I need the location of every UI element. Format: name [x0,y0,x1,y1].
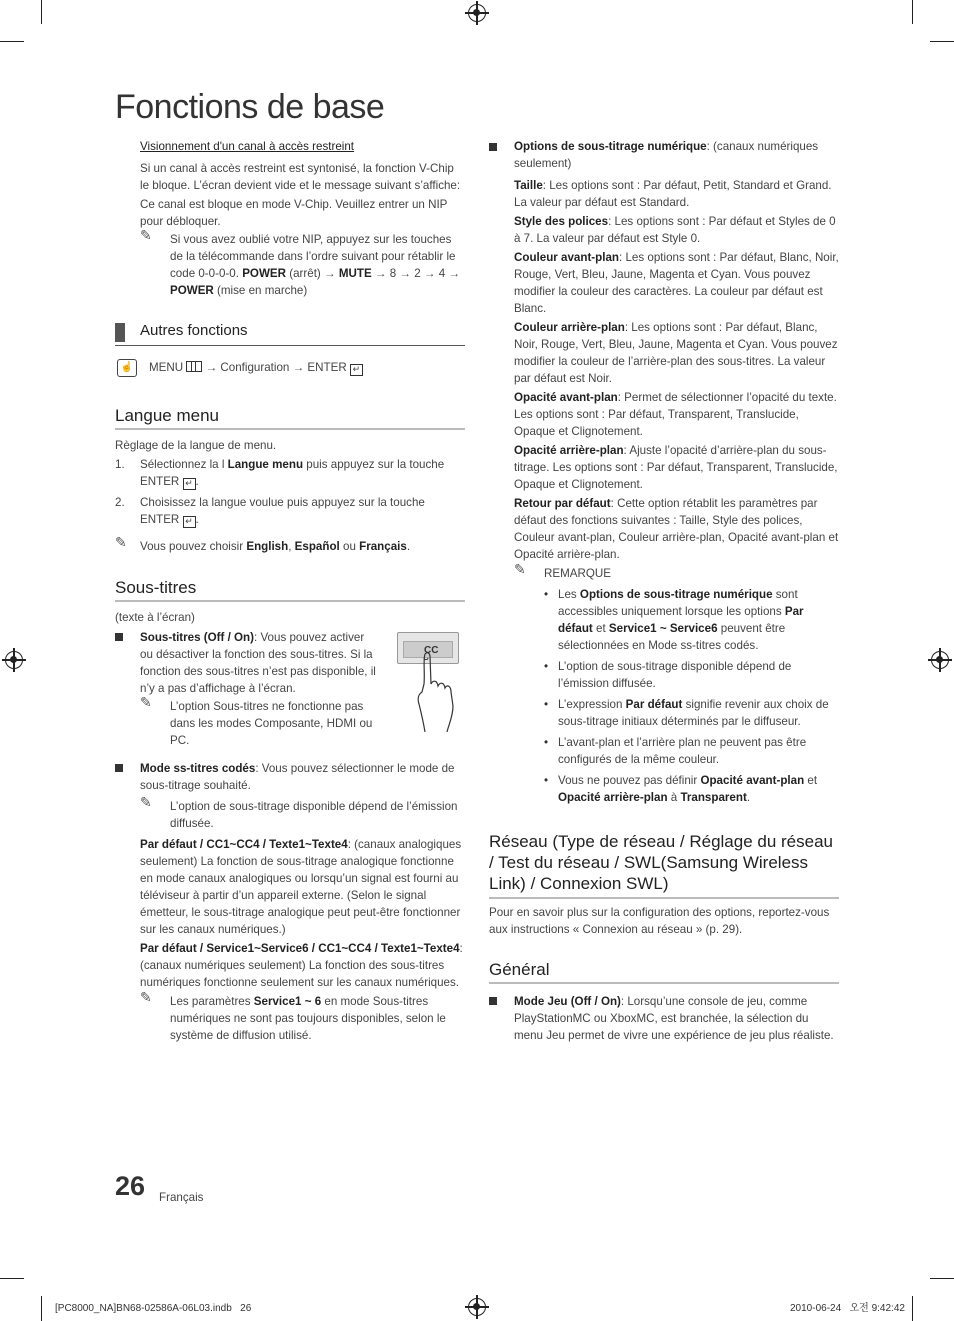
reseau-heading: Réseau (Type de réseau / Réglage du réseau / Test du réseau / SWL(Samsung Wireless Link) / Connexion SWL) [489,831,839,899]
enter-icon: ↵ [183,478,196,490]
page-title: Fonctions de base [115,88,385,126]
autres-fonctions-header [115,321,465,346]
page-number: 26 [115,1171,146,1201]
soustitres-onoff-item: Sous-titres (Off / On): Vous pouvez activer ou désactiver la fonction des sous-titres. Si la fonction des sous-titres n’est pas disponible, il n’y a pas d’affichage à l’écran. ✎ L’option Sous-titres ne fonctionne pas dans les modes Composante, HDMI ou PC. [115,629,380,749]
crop-mark [41,1296,42,1321]
registration-mark-icon [468,4,486,22]
crop-mark [930,41,954,42]
footer-date: 2010-06-24 오전 9:42:42 [790,1303,905,1314]
langue-intro: Règlage de la langue de menu. [115,439,277,452]
remarque-item-5: • Vous ne pouvez pas définir Opacité avant-plan et Opacité arrière-plan à Transparent. [544,774,818,804]
remarque-item-1: • Les Options de sous-titrage numérique sont accessibles uniquement lorsque les options Par défaut et Service1 ~ Service6 peuvent être sélectionnées en Mode ss-titres codés. [544,588,804,652]
general-heading: Général [489,960,839,984]
crop-mark [930,1278,954,1279]
cc-button: CC [397,632,459,664]
crop-mark [0,1278,24,1279]
remarque-item-2: • L’option de sous-titrage disponible dépend de l’émission diffusée. [544,660,792,690]
registration-mark-icon [5,651,23,669]
reseau-text: Pour en savoir plus sur la configuration des options, reportez-vous aux instructions « Connexion au réseau » (p. 29). [489,906,830,936]
service-note: ✎ Les paramètres Service1 ~ 6 en mode Sous-titres numériques ne sont pas toujours disponibles, selon le système de diffusion utilisé. [140,989,446,1042]
langue-note: ✎ Vous pouvez choisir English, Español ou Français. [115,534,411,553]
enter-icon: ↵ [183,516,196,528]
soustitres-note: ✎ L’option Sous-titres ne fonctionne pas dans les modes Composante, HDMI ou PC. [140,694,373,747]
bullet-dot: • [544,588,549,601]
def-digital: Par défaut / Service1~Service6 / CC1~CC4 / Texte1~Texte4: (canaux numériques seulement) La fonction des sous-titres numériques fonctionne seulement sur les canaux numériques. [140,942,463,989]
autres-fonctions-heading: Autres fonctions [140,322,248,339]
menu-path: ☝ MENU → Configuration → ENTER ↵ [115,358,465,378]
remote-hand-icon: ☝ [117,359,137,377]
cc-button-illustration [395,632,463,732]
crop-mark [912,0,913,24]
pointing-hand-icon [395,632,463,732]
remarque-block: ✎ REMARQUE • Les Options de sous-titrage numérique sont accessibles uniquement lorsque les options Par défaut et Service1 ~ Service6 peuvent être sélectionnées en Mode ss-titres codés. • L’option de sous-titrage disponible dépend de l’émission diffusée. • L’expression Par défaut signifie revenir aux choix de sous-titrage initiaux déterminés par le diffuseur. • L’avant-plan et l’arrière plan ne peuvent pas être configurés de la même couleur. • Vous ne pouvez pas définir Opacité avant-plan et Opacité arrière-plan à Transparent. [514,565,839,806]
enter-icon: ↵ [350,364,363,376]
sous-titres-subtitle: (texte à l’écran) [115,611,195,624]
pencil-note-icon: ✎ [140,227,152,243]
pencil-note-icon: ✎ [115,534,127,550]
section-bar [115,323,125,342]
bullet-square [489,997,497,1005]
restricted-heading: Visionnement d'un canal à accès restreint [140,140,355,153]
footer-language: Français [159,1191,204,1204]
menu-icon [186,361,202,372]
pencil-note-icon: ✎ [140,694,152,710]
restricted-note: ✎ Si vous avez oublié votre NIP, appuyez sur les touches de la télécommande dans l’ordre suivant pour rétablir le code 0-0-0-0. POWER (arrêt) → MUTE → 8 → 2 → 4 → POWER (mise en marche) [140,227,460,297]
bullet-square [115,764,123,772]
mode-ss-titres-item: Mode ss-titres codés: Vous pouvez sélectionner le mode de sous-titrage souhaité. ✎ L’option de sous-titrage disponible dépend de l’émission diffusée. Par défaut / CC1~CC4 / Texte1~Texte4: (canaux analogiques seulement) La fonction de sous-titrage analogique fonctionne en mode canaux analogiques ou lorsqu’un signal est fourni au téléviseur à partir d’un appareil externe. (Selon le signal émetteur, le sous-titrage analogique peut peut-être fonctionner sur les canaux numériques.) Par défaut / Service1~Service6 / CC1~CC4 / Texte1~Texte4: (canaux numériques seulement) La fonction des sous-titres numériques fonctionne seulement sur les canaux numériques. ✎ Les paramètres Service1 ~ 6 en mode Sous-titres numériques ne sont pas toujours disponibles, selon le système de diffusion utilisé. [115,760,465,1044]
def-analog: Par défaut / CC1~CC4 / Texte1~Texte4: (canaux analogiques seulement) La fonction de sous-titrage analogique fonctionne en mode canaux analogiques ou lorsqu’un signal est fourni au téléviseur à partir d’un appareil externe. (Selon le signal émetteur, le sous-titrage analogique peut peut-être fonctionner sur les canaux numériques.) [140,838,462,936]
remarque-item-4: • L’avant-plan et l’arrière plan ne peuvent pas être configurés de la même couleur. [544,736,807,766]
restricted-p2: Ce canal est bloque en mode V-Chip. Veuillez entrer un NIP pour débloquer. [140,198,448,228]
langue-menu-heading: Langue menu [115,406,465,430]
sous-titres-heading: Sous-titres [115,578,465,602]
restricted-p1: Si un canal à accès restreint est syntonisé, la fonction V-Chip le bloque. L’écran devient vide et le message suivant s’affiche: [140,162,461,192]
registration-mark-icon [468,1298,486,1316]
crop-mark [41,0,42,24]
mode-jeu-item: Mode Jeu (Off / On): Lorsqu’une console de jeu, comme PlayStationMC ou XboxMC, est branchée, la sélection du menu Jeu permet de vivre une expérience de jeu plus réaliste. [489,993,839,1044]
crop-mark [0,41,24,42]
registration-mark-icon [931,651,949,669]
bullet-dot: • [544,774,549,787]
options-sous-titrage-item: Options de sous-titrage numérique: (canaux numériques seulement) Taille: Les options sont : Par défaut, Petit, Standard et Grand. La valeur par défaut est Standard. Style des polices: Les options sont : Par défaut et Styles de 0 à 7. La valeur par défaut est Style 0. Couleur avant-plan: Les options sont : Par défaut, Blanc, Noir, Rouge, Vert, Bleu, Jaune, Magenta et Cyan. Vous pouvez modifier la couleur des caractères. La couleur par défaut est Blanc. Couleur arrière-plan: Les options sont : Par défaut, Blanc, Noir, Rouge, Vert, Bleu, Jaune, Magenta et Cyan. Vous pouvez modifier la couleur de l’arrière-plan des sous-titres. La valeur par défaut est Noir. Opacité avant-plan: Permet de sélectionner l’opacité du texte. Les options sont : Par défaut, Transparent, Translucide, Opaque et Clignotement. Opacité arrière-plan: Ajuste l’opacité d’arrière-plan du sous-titrage. Les options sont : Par défaut, Transparent, Translucide, Opaque et Clignotement. Retour par défaut: Cette option rétablit les paramètres par défaut des fonctions suivantes : Taille, Style des polices, Couleur avant-plan, Couleur arrière-plan, Opacité avant-plan et Opacité arrière-plan. ✎ REMARQUE • Les Options de sous-titrage numérique sont accessibles uniquement lorsque les options Par défaut et Service1 ~ Service6 peuvent être sélectionnées en Mode ss-titres codés. • L’option de sous-titrage disponible dépend de l’émission diffusée. • L’expression Par défaut signifie revenir aux choix de sous-titrage initiaux déterminés par le diffuseur. • L’avant-plan et l’arrière plan ne peuvent pas être configurés de la même couleur. • Vous ne pouvez pas définir Opacité avant-plan et Opacité arrière-plan à Transparent. [489,138,839,806]
pencil-note-icon: ✎ [140,794,152,810]
crop-mark [912,1296,913,1321]
bullet-dot: • [544,698,549,711]
bullet-dot: • [544,736,549,749]
langue-step-2: 2. Choisissez la langue voulue puis appuyez sur la touche ENTER ↵ . [115,496,425,526]
footer-file: [PC8000_NA]BN68-02586A-06L03.indb 26 [55,1303,252,1314]
langue-step-1: 1. Sélectionnez la l Langue menu puis appuyez sur la touche ENTER ↵ . [115,458,445,488]
remarque-item-3: • L’expression Par défaut signifie revenir aux choix de sous-titrage initiaux déterminés par le diffuseur. [544,698,829,728]
bullet-square [489,143,497,151]
pencil-note-icon: ✎ [514,561,526,577]
bullet-square [115,633,123,641]
pencil-note-icon: ✎ [140,989,152,1005]
mode-note: ✎ L’option de sous-titrage disponible dépend de l’émission diffusée. [140,794,458,830]
bullet-dot: • [544,660,549,673]
